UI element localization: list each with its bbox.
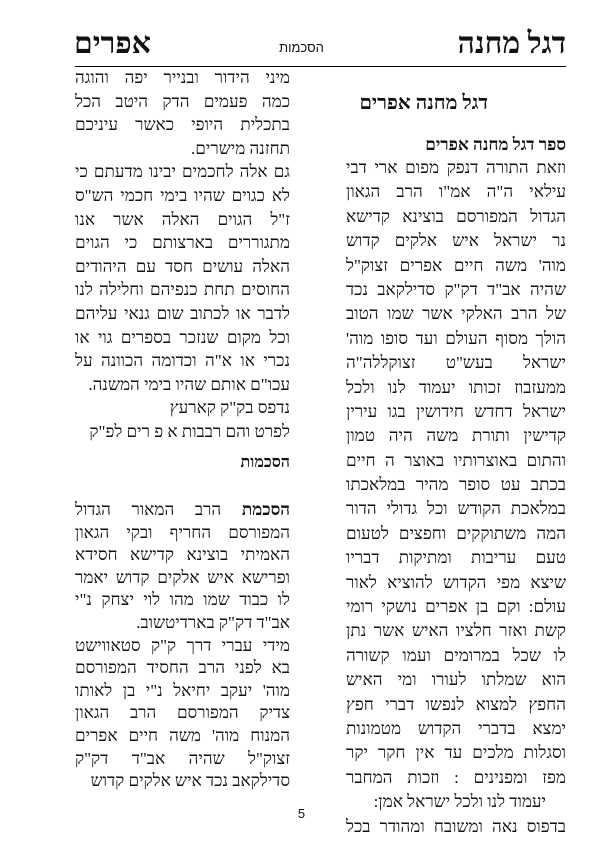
text-line: ופרישא איש אלקים קדוש יאמר [75,567,290,587]
paragraph [346,156,566,815]
paragraph [75,160,290,396]
text-line: במלאכת הקודש וכל גדולי הדור [346,499,566,519]
text-line: עילאי ה"ה אמ"ו הרב הגאון [346,182,566,202]
text-line: הוא שמלתו לעורו ומי האיש [346,670,566,690]
running-title-left: אפרים [74,27,151,60]
paragraph [75,499,290,522]
left-column-top [75,66,290,444]
text-line: נכרי או א"ה וכדומה הכוונה על [75,351,290,371]
text-line: לא כגוים שהיו בימי חכמי הש"ס [75,185,290,205]
text-line: טעם עריבות ומתיקות דבריו [346,548,566,568]
text-line: עכו"ם אותם שהיו בימי המשנה. [88,374,290,394]
text-line: יעמוד לנו ולכל ישראל אמן: [373,792,546,812]
text-fragment: הרב המאור הגדול [75,500,222,519]
text-line: החפץ למצוא לנפשו דברי חפץ [346,694,566,714]
paragraph [75,420,290,444]
text-line: ימצא בדברי הקדוש מטמונות [346,718,566,738]
text-line: החוסים תחת כנפיהם וחלילה לנו [75,280,290,300]
text-line: זצוק"ל שהיה אב"ד דק"ק [75,748,290,768]
text-line: של הרב האלקי אשר שמו הטוב [346,304,566,324]
haskama-text [75,499,290,793]
text-line: קדישין ותורת משה היה טמון [346,426,566,446]
haskama-lead-word: הסכמת [241,500,291,519]
text-line: בדפוס נאה ומשובח ומהודר בכל [346,816,566,836]
text-line: וזאת התורה דנפק מפום ארי דבי [346,158,566,177]
text-line: בכתב עט סופר מהיר במלאכתו [346,475,566,495]
text-line: מיני הידור ובנייר יפה והוגה [75,68,290,87]
text-line: הולך מסוף העולם ועד סופו מוה' [346,328,566,348]
text-line: גם אלה לחכמים יבינו מדעתם כי [75,162,290,182]
text-line: מפז ומפנינים : וזכות המחבר [346,767,566,787]
paragraph [75,635,290,793]
text-line: המנוח מוה' משה חיים אפרים [75,725,290,745]
text-line: אב"ד דק"ק בארדיטשוב. [136,612,290,632]
text-line: האלה עושים חסד עם היהודים [75,256,290,276]
text-line: נר ישראל איש אלקים קדוש [346,231,566,251]
text-line [75,499,290,522]
chapter-heading-text: דגל מחנה אפרים [359,92,488,114]
text-line: נדפס בק"ק קארעץ [169,398,290,418]
text-line: לדבר או לכתוב שום גנאי עליהם [75,303,290,323]
text-line: ישראל בעש"ט זצוקללה"ה [346,353,566,373]
section-subheading: ספר דגל מחנה אפרים [425,135,566,154]
text-line: ישראל דחדש חידושין בגו עירין [346,401,566,421]
text-line: שיצא מפי הקדוש להוציא לאור [346,572,566,592]
paragraph [75,66,290,160]
right-column [346,156,566,839]
text-line: לו כבוד שמו מהו לוי יצחק נ"י [75,590,290,610]
text-line: ממעזבוז זכותו יעמוד לנו ולכל [346,377,566,397]
paragraph [75,396,290,420]
text-line: קשת ואזר חלציו האיש אשר נתן [346,621,566,641]
chapter-heading [346,92,566,115]
running-section-title: הסכמות [279,40,324,55]
haskamot-heading: הסכמות [240,454,290,471]
text-line: שהיה אב"ד דק"ק סדילקאב נכד [346,279,566,299]
text-line: וסגלות מלכים עד אין חקר יקר [346,743,566,763]
text-line: לפרט והם רבבות א פ רים לפ"ק [89,421,290,441]
text-line: בתכלית היופי כאשר עיניכם [75,115,290,135]
text-line: צדיק המפורסם הרב הגאון [75,703,290,723]
text-line: האמיתי בוצינא קדישא חסידא [75,545,290,565]
text-line: וכל מקום שנזכר בספרים גוי או [75,327,290,347]
text-line: מידי עברי דרך ק"ק סטאווישט [75,635,290,655]
text-line: המה משתוקקים וחפצים לטעום [346,523,566,543]
text-line: כמה פעמים הדק היטב הכל [75,91,290,111]
text-line: בא לפני הרב החסיד המפורסם [75,658,290,678]
text-line: מוה' משה חיים אפרים זצוק"ל [346,255,566,275]
text-line: מוה' יעקב יחיאל נ"י בן לאותו [75,680,290,700]
running-title-right: דגל מחנה [457,27,566,60]
page-number: 5 [297,806,306,821]
text-line: ז"ל הגוים האלה אשר אנו [75,209,290,229]
text-line: והתום באוצרותיו באוצר ה חיים [346,450,566,470]
text-line: תחזנה מישרים. [191,138,290,158]
text-line: סדילקאב נכד איש אלקים קדוש [90,771,290,791]
text-line: המפורסם החריף ובקי הגאון [75,522,290,542]
text-line: עולם: וקם בן אפרים נושקי רומי [346,597,566,617]
text-line: לו שכל במרומים ועמו קשורה [346,645,566,665]
paragraph [75,522,290,635]
text-line: מתגוררים בארצותם כי הגוים [75,233,290,253]
text-line: הגדול המפורסם בוצינא קדישא [346,206,566,226]
